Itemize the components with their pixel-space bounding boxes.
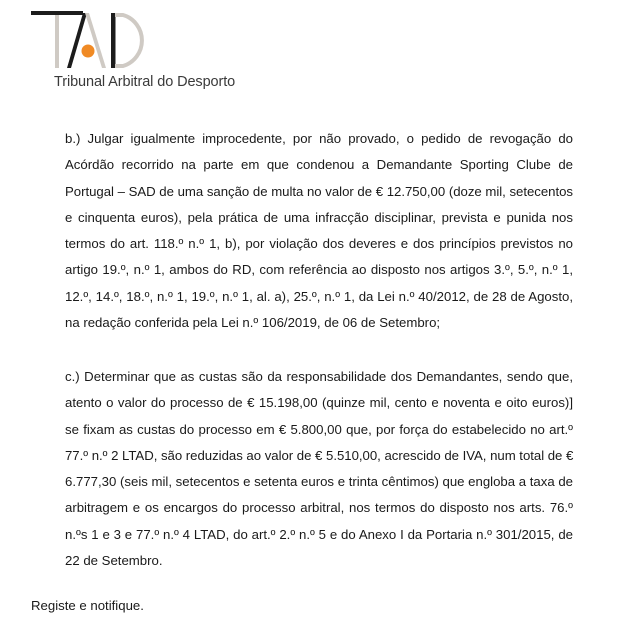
paragraph-line: artigo 19.º, n.º 1, ambos do RD, com referência ao disposto nos artigos 3.º, 5.º, n.º 1, bbox=[65, 262, 573, 278]
logo-d-arc bbox=[115, 15, 142, 66]
paragraph-line: 22 de Setembro. bbox=[65, 553, 163, 569]
logo-t-bar bbox=[31, 11, 83, 15]
logo-t-stem bbox=[55, 15, 59, 68]
tad-logo bbox=[28, 4, 158, 70]
paragraph-line: c.) Determinar que as custas são da responsabilidade dos Demandantes, sendo que, bbox=[65, 369, 573, 384]
logo-orange-dot bbox=[82, 45, 95, 58]
paragraph-line: termos do art. 118.º n.º 1, b), por violação dos deveres e dos princípios previstos no bbox=[65, 236, 573, 252]
paragraph-line: Acórdão recorrido na parte em que condenou a Demandante Sporting Clube de bbox=[65, 157, 573, 173]
paragraph-line: 77.º n.º 2 LTAD, são reduzidas ao valor de € 5.510,00, acrescido de IVA, num total de € bbox=[65, 447, 574, 463]
paragraph-b bbox=[65, 126, 573, 336]
paragraph-line: Portugal – SAD de uma sanção de multa no valor de € 12.750,00 (doze mil, setecentos bbox=[65, 183, 573, 199]
paragraph-line: atento o valor do processo de € 15.198,00 (quinze mil, cento e noventa e oito euros)] bbox=[65, 395, 573, 411]
logo-a-right-stroke bbox=[85, 13, 106, 68]
closing-statement: Registe e notifique. bbox=[31, 598, 144, 613]
paragraph-line: e cinquenta euros), pela prática de uma infracção disciplinar, prevista e punida nos bbox=[65, 209, 573, 225]
logo-d-stem bbox=[111, 13, 116, 68]
paragraph-line: b.) Julgar igualmente improcedente, por não provado, o pedido de revogação do bbox=[65, 131, 573, 146]
paragraph-line: n.ºs 1 e 3 e 77.º n.º 4 LTAD, do art.º 2.º n.º 5 e do Anexo I da Portaria n.º 301/2015, de bbox=[65, 526, 573, 542]
paragraph-line: 12.º, 14.º, 18.º, n.º 1, 19.º, n.º 1, al. a), 25.º, n.º 1, da Lei n.º 40/2012, de 28 de Agosto, bbox=[65, 288, 573, 304]
paragraph-c bbox=[65, 364, 573, 574]
paragraph-line: arbitragem e os encargos do processo arbitral, nos termos do disposto nos arts. 76.º bbox=[65, 500, 573, 516]
paragraph-line: na redação conferida pela Lei n.º 106/2019, de 06 de Setembro; bbox=[65, 315, 441, 331]
logo-a-left-stroke bbox=[67, 13, 87, 68]
organization-name: Tribunal Arbitral do Desporto bbox=[54, 74, 236, 90]
tad-logo-mark bbox=[28, 4, 158, 70]
paragraph-line: 6.777,30 (seis mil, setecentos e setenta euros e trinta cêntimos) que engloba a taxa de bbox=[65, 474, 574, 490]
paragraph-line: se fixam as custas do processo em € 5.800,00 que, por força do estabelecido no art.º bbox=[65, 421, 573, 437]
